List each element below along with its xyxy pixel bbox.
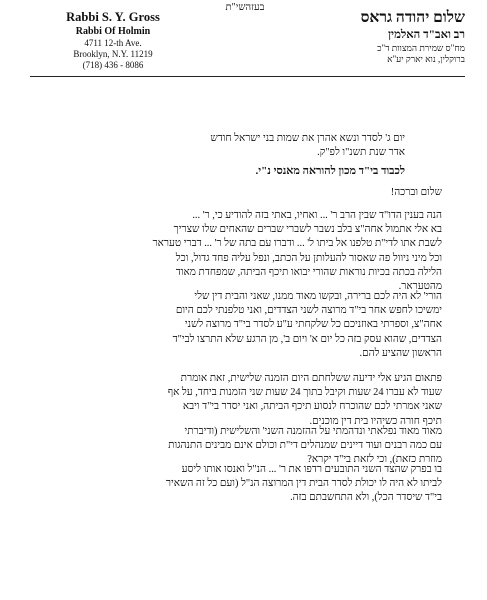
letterhead-hebrew: [275, 8, 465, 65]
text-line: בא אלי אתמול אחה"צ בלב נשבר לשברי שברים שהאחים שלו שצריך: [173, 224, 442, 236]
text-line: מהטעראר.: [398, 280, 442, 292]
text-line: שאני אמרתי לכם שהוכרח לנסוע תיכף הביתה, ואני יסדר בי"ד ויבא: [182, 401, 442, 413]
address-line-1: 4711 12-th Ave.: [84, 38, 142, 48]
text-line: לביתו לא היה לו יכולת לסדר הבית דין המרוצה הנ"ל (ועם כל זה השאיר: [165, 478, 442, 490]
paragraph-3: [168, 372, 442, 429]
greeting: שלום וברכה!: [390, 187, 442, 198]
date-block: [210, 132, 405, 160]
rabbi-title-hebrew: רב ואב"ד האלמין: [388, 29, 465, 41]
date-line: יום ג' לסדר ונשא אהרן את שמות בני ישראל חודש: [210, 133, 405, 144]
paragraph-4: [168, 425, 442, 468]
letterhead-english: [38, 10, 188, 71]
text-line: עם כמה רבנים ועוד דיינים שמנהלים די"ת וכולם אינם מבינים התנהגות: [168, 440, 442, 452]
date-line: אדר שנת תשנ"ו לפ"ק.: [317, 147, 405, 159]
text-line: אחה"צ, וספרתי באוזניכם כל שלקחתי ע"ע לסדר בי"ד מרוצה לשני: [184, 319, 442, 331]
hebrew-line-3: מח"ס שמירת המצוות ד"כ: [377, 43, 465, 53]
rabbi-title-english: Rabbi Of Holmin: [75, 26, 151, 37]
text-line: הלילה בכתה בכיות נוראות שהורי יבואו תיכף הביתה, שמפחדת מאוד: [175, 266, 442, 278]
rabbi-name-hebrew: שלום יהודה גראס: [360, 9, 465, 26]
text-line: הורי' לא היה לכם ברירה, ובקשו מאוד ממנו, שאני והבית דין שלי: [194, 291, 442, 302]
addressee: לכבוד בי"ד מכון להוראה מאנסי נ"י.: [255, 165, 405, 177]
text-line: תיכף חורה כשיהיו בית דין מוכנים.: [309, 415, 442, 427]
text-line: שעוד לא עברו 24 שעות וקיבל בתוך 24 שעות שני הזמנות ביחד, על אף: [167, 387, 442, 399]
text-line: ימשיכו לחפש אחר בי"ד מרוצה לשני הצדדים, ואני טלפנתי לכם היום: [175, 305, 442, 317]
top-mark: בעזהשי"ת: [225, 2, 265, 13]
rabbi-name-english: Rabbi S. Y. Gross: [66, 10, 160, 24]
letterhead-divider: [30, 76, 465, 77]
text-line: וכל מיני ניוול פה שאסור להעלותן על הכתב, ונפל עליה פחד גדול, וכל: [175, 252, 442, 264]
paragraph-1: [153, 209, 442, 294]
text-line: בו בפרק שהצד השני התובעים רדפו את ר' ... הנ"ל ואנסו אותו ליסע: [181, 464, 442, 475]
text-line: בי"ד שיסדר הכל), ולא התחשבתם בזה.: [290, 492, 442, 504]
address-line-2: Brooklyn, N.Y. 11219: [73, 49, 153, 59]
text-line: הצדדים, שהוא עסק בזה כל יום א' ויום ב', מן הרגע שלא התרצו לבי"ד: [172, 333, 442, 345]
text-line: מוזרת כזאת), וכי לזאת בי"ד יקרא?: [307, 454, 442, 466]
paragraph-5: [166, 463, 442, 506]
text-line: הראשון שהציע להם.: [359, 347, 442, 359]
phone-number: (718) 436 - 8086: [82, 60, 144, 70]
text-line: פתאום הגיע אלי ידיעה ששלחתם היום הזמנה שלישית, זאת אומרת: [180, 373, 442, 384]
text-line: לשבת אתו לדי"ת טלפנו אל ביתו ל' ... ודברו עם בתה של ר' ... דברי טעראר: [152, 238, 442, 250]
hebrew-line-4: ברוקלין, נוא יארק יע"א: [387, 54, 465, 64]
text-line: מאוד מאוד נפלאתי ונדהמתי על ההזמנה השני' והשלישית (ודיברתי: [184, 426, 442, 437]
paragraph-2: [173, 290, 442, 361]
text-line: הנה בענין הדו"ד שבין הרב ר' ... ואחיו, באתי בזה להודיע כי, ר' ...: [192, 210, 442, 221]
